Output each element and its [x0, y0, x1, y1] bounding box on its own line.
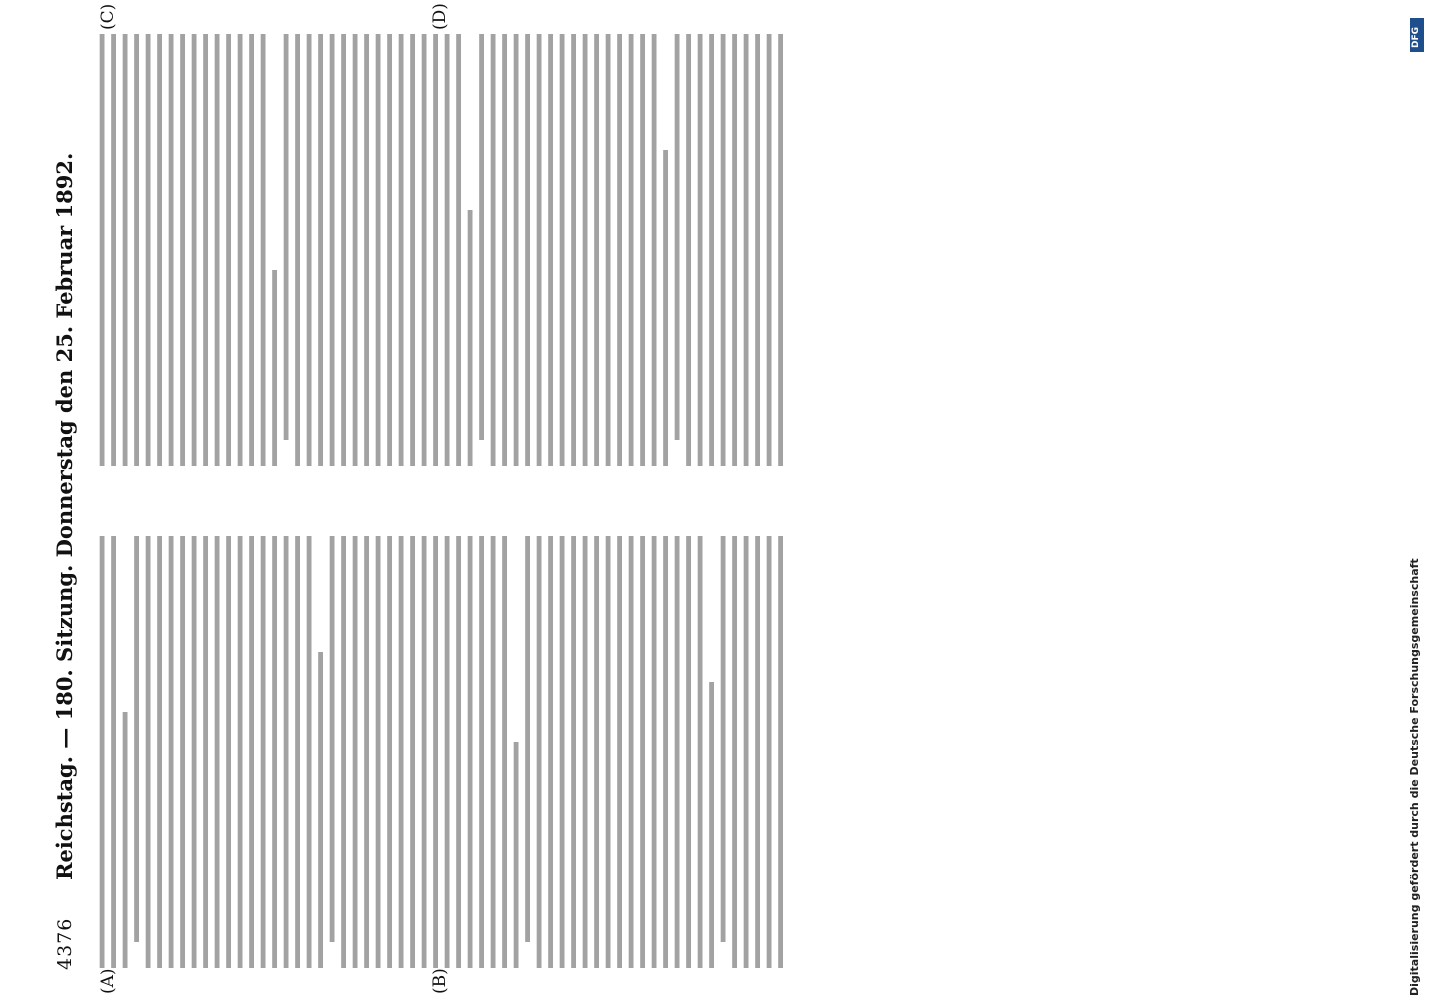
- text-line: [732, 34, 737, 466]
- text-line: [744, 34, 749, 466]
- text-line: [548, 536, 553, 968]
- text-line: [399, 536, 404, 968]
- text-line: [376, 34, 381, 466]
- text-line: [755, 34, 760, 466]
- text-line: [732, 536, 737, 968]
- text-line: [146, 34, 151, 466]
- text-line: [491, 34, 496, 466]
- text-line: [341, 536, 346, 968]
- text-line: [594, 536, 599, 968]
- text-line: [410, 536, 415, 968]
- text-line: [387, 34, 392, 466]
- text-line: [364, 536, 369, 968]
- column-lines-left: [96, 532, 786, 972]
- text-line: [778, 34, 783, 466]
- text-line: [318, 652, 323, 968]
- text-line: [123, 34, 128, 466]
- text-line: [468, 210, 473, 466]
- text-line: [410, 34, 415, 466]
- text-column-right: [96, 30, 786, 470]
- text-line: [169, 536, 174, 968]
- text-line: [399, 34, 404, 466]
- text-line: [376, 536, 381, 968]
- text-line: [341, 34, 346, 466]
- text-line: [744, 536, 749, 968]
- text-line: [663, 150, 668, 466]
- text-line: [284, 536, 289, 968]
- text-line: [606, 536, 611, 968]
- text-line: [709, 682, 714, 968]
- text-line: [157, 536, 162, 968]
- text-line: [571, 536, 576, 968]
- text-line: [491, 536, 496, 968]
- text-line: [157, 34, 162, 466]
- text-line: [675, 34, 680, 440]
- text-line: [617, 536, 622, 968]
- text-line: [652, 536, 657, 968]
- text-line: [295, 536, 300, 968]
- text-line: [249, 34, 254, 466]
- text-line: [307, 34, 312, 466]
- text-line: [698, 536, 703, 968]
- text-line: [387, 536, 392, 968]
- text-line: [422, 536, 427, 968]
- text-line: [525, 536, 530, 942]
- margin-marker-a: (A): [98, 968, 118, 994]
- text-line: [134, 536, 139, 942]
- text-line: [261, 34, 266, 466]
- text-line: [180, 536, 185, 968]
- text-line: [629, 34, 634, 466]
- margin-marker-b: (B): [430, 968, 450, 994]
- text-line: [456, 34, 461, 466]
- text-line: [571, 34, 576, 466]
- text-line: [215, 536, 220, 968]
- text-line: [445, 536, 450, 968]
- text-line: [111, 536, 116, 968]
- text-line: [295, 34, 300, 466]
- text-line: [502, 536, 507, 968]
- text-line: [249, 536, 254, 968]
- text-line: [226, 34, 231, 466]
- text-line: [721, 34, 726, 466]
- text-line: [123, 712, 128, 968]
- running-head: Reichstag. — 180. Sitzung. Donnerstag den 25. Februar 1892.: [52, 152, 77, 880]
- text-line: [238, 536, 243, 968]
- text-column-left: [96, 532, 786, 972]
- text-line: [594, 34, 599, 466]
- column-lines-right: [96, 30, 786, 470]
- text-line: [238, 34, 243, 466]
- text-line: [721, 536, 726, 942]
- margin-marker-d: (D): [430, 3, 450, 30]
- text-line: [560, 536, 565, 968]
- page-header: [48, 50, 82, 970]
- text-line: [318, 34, 323, 466]
- text-line: [433, 34, 438, 466]
- text-line: [445, 34, 450, 466]
- text-line: [629, 536, 634, 968]
- text-line: [514, 742, 519, 968]
- text-line: [261, 536, 266, 968]
- text-line: [468, 536, 473, 968]
- text-line: [330, 536, 335, 942]
- text-line: [272, 536, 277, 968]
- text-line: [537, 536, 542, 968]
- text-line: [652, 34, 657, 466]
- text-line: [698, 34, 703, 466]
- text-line: [606, 34, 611, 466]
- text-line: [675, 536, 680, 968]
- text-line: [180, 34, 185, 466]
- text-line: [537, 34, 542, 466]
- text-line: [663, 536, 668, 968]
- text-line: [422, 34, 427, 466]
- text-line: [560, 34, 565, 466]
- page-number: 4376: [54, 917, 76, 970]
- text-line: [514, 34, 519, 466]
- credit-text: Digitalisierung gefördert durch die Deutsche Forschungsgemeinschaft: [1408, 558, 1421, 996]
- text-line: [778, 536, 783, 968]
- text-line: [433, 536, 438, 968]
- text-line: [502, 34, 507, 466]
- margin-marker-c: (C): [98, 3, 118, 30]
- text-line: [755, 536, 760, 968]
- dfg-logo-text: DFG: [1411, 26, 1421, 48]
- text-line: [767, 536, 772, 968]
- text-line: [364, 34, 369, 466]
- text-line: [479, 536, 484, 968]
- text-line: [111, 34, 116, 466]
- text-line: [353, 536, 358, 968]
- text-line: [686, 34, 691, 466]
- text-line: [525, 34, 530, 466]
- text-line: [686, 536, 691, 968]
- text-line: [215, 34, 220, 466]
- text-line: [307, 536, 312, 968]
- text-line: [192, 34, 197, 466]
- text-line: [583, 34, 588, 466]
- text-line: [203, 536, 208, 968]
- text-line: [146, 536, 151, 968]
- text-line: [284, 34, 289, 440]
- text-line: [203, 34, 208, 466]
- text-line: [640, 536, 645, 968]
- text-line: [134, 34, 139, 466]
- text-line: [767, 34, 772, 466]
- text-line: [583, 536, 588, 968]
- text-line: [456, 536, 461, 968]
- text-line: [617, 34, 622, 466]
- text-line: [100, 34, 105, 466]
- text-line: [226, 536, 231, 968]
- text-line: [169, 34, 174, 466]
- text-line: [709, 34, 714, 466]
- text-line: [548, 34, 553, 466]
- text-line: [100, 536, 105, 968]
- text-line: [192, 536, 197, 968]
- text-line: [353, 34, 358, 466]
- text-line: [330, 34, 335, 466]
- text-line: [640, 34, 645, 466]
- text-line: [479, 34, 484, 440]
- text-line: [272, 270, 277, 466]
